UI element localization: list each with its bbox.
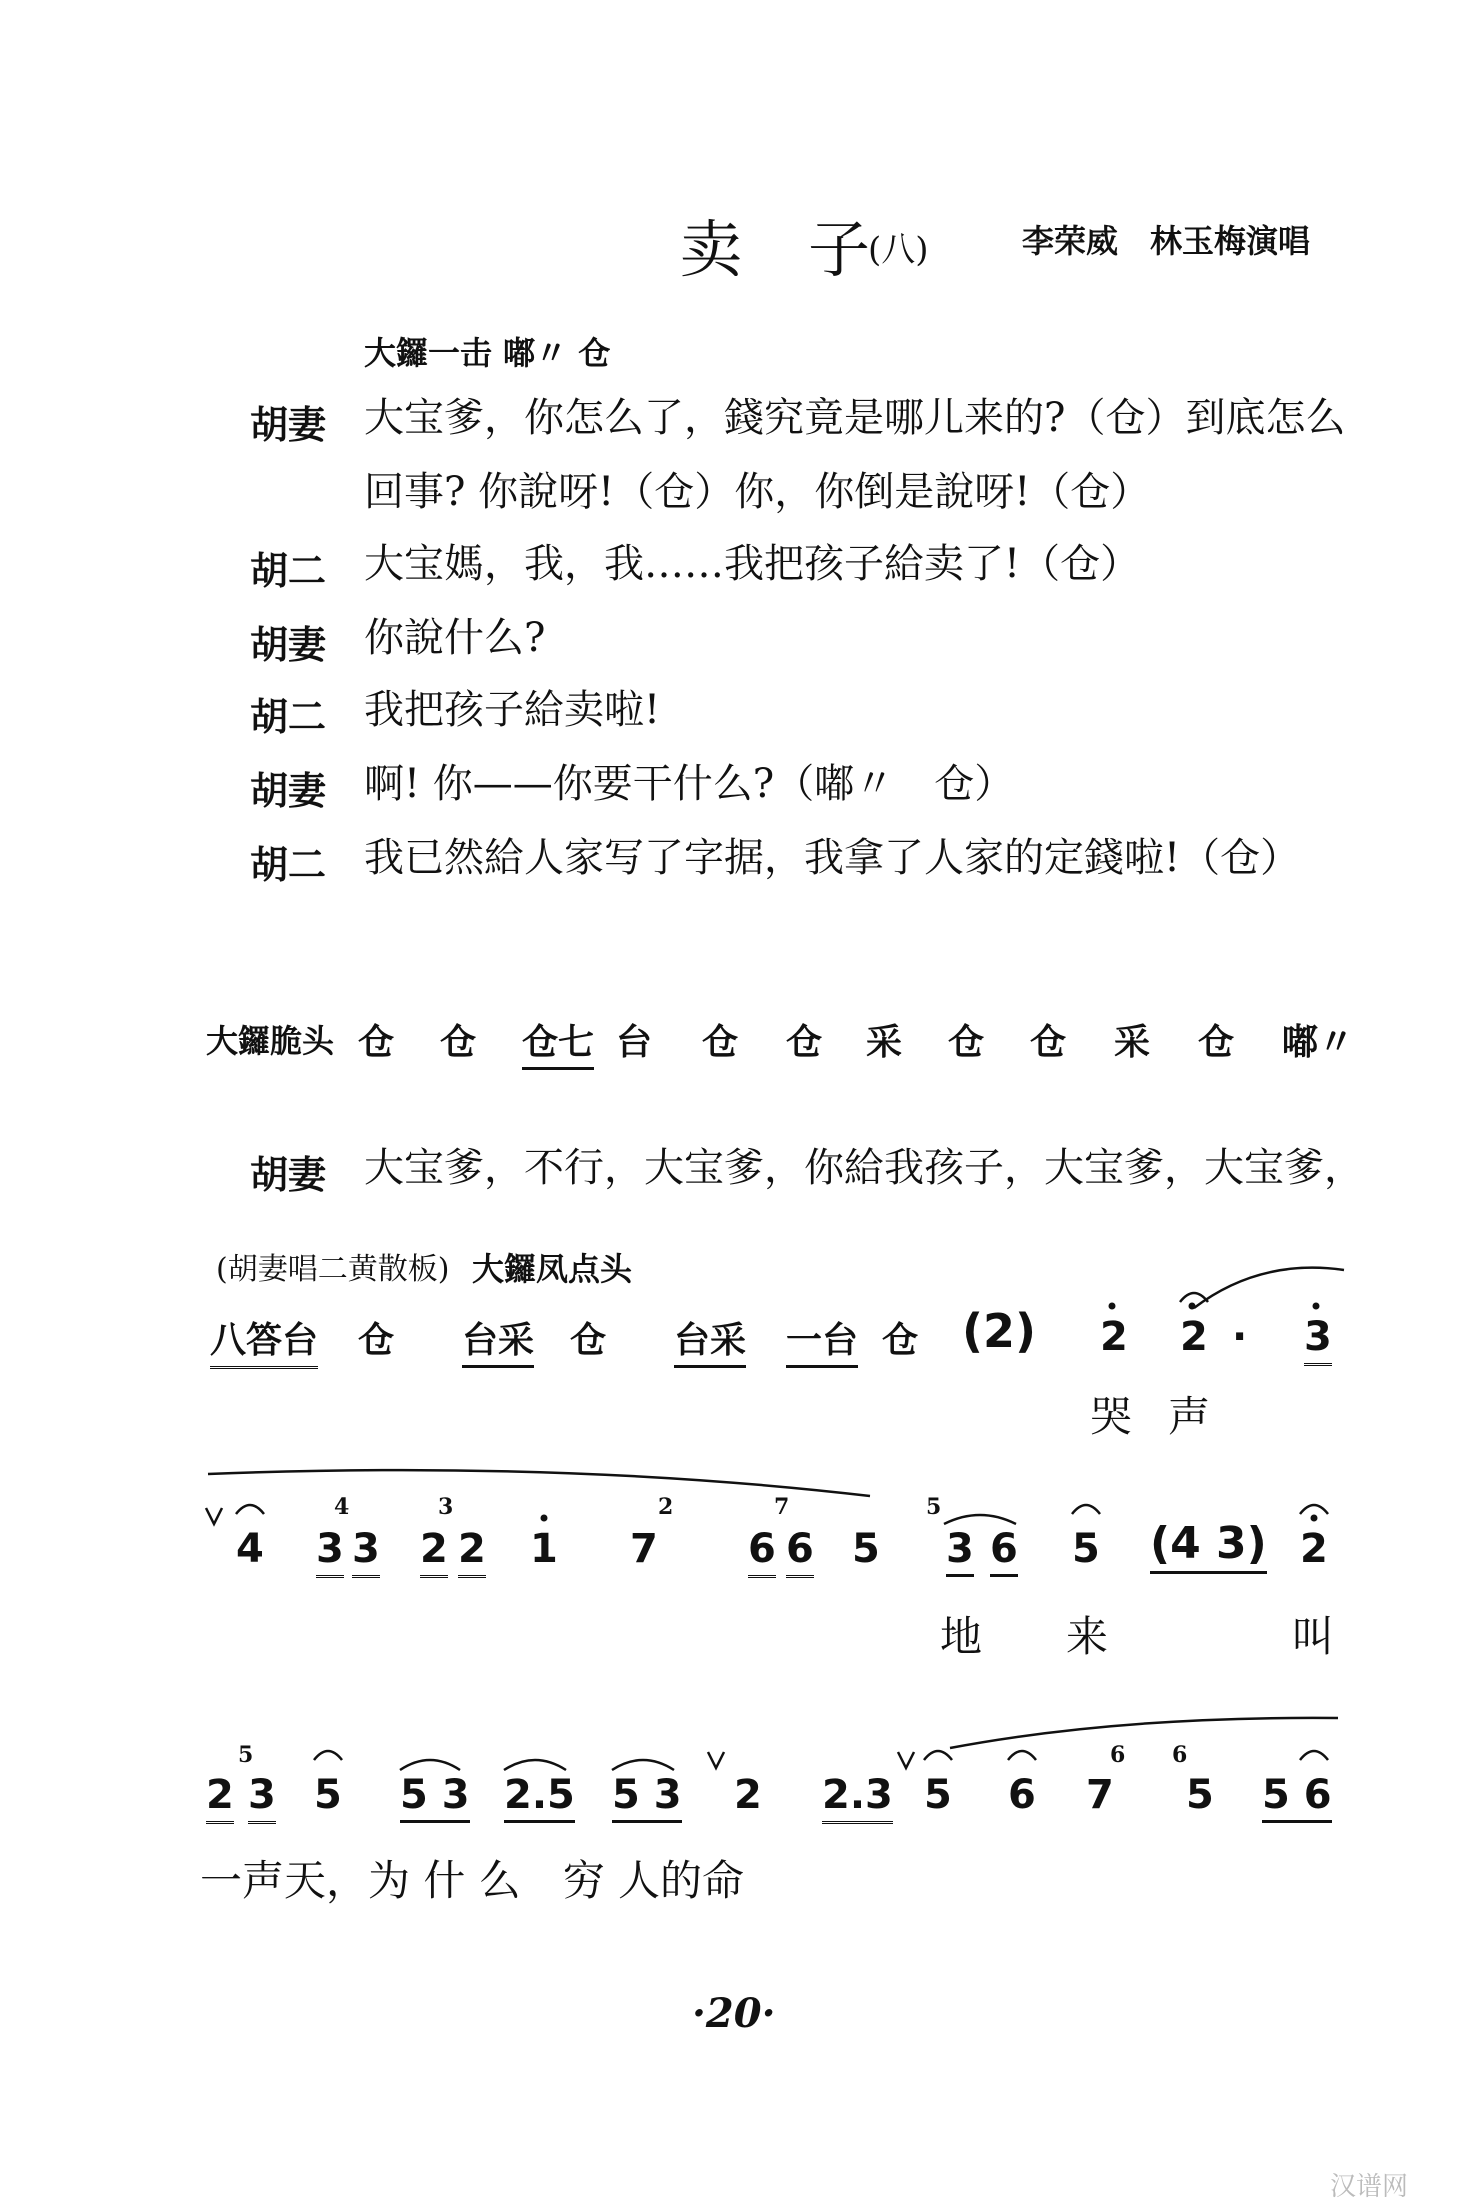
note: 6 [748,1526,776,1578]
dialogue-line: 大宝爹，你怎么了，錢究竟是哪儿来的?（仓）到底怎么 [364,395,1346,441]
grace-note: 2 [658,1494,674,1520]
octave-dot [1313,1303,1320,1310]
lyric: 地 [940,1612,983,1661]
lyric: 哭 [1090,1392,1133,1441]
note-group: 2.5 [504,1772,575,1823]
note: 2 [1180,1314,1208,1360]
dialogue-line: 回事? 你說呀!（仓）你，你倒是說呀!（仓） [364,469,1151,515]
percussion-syllable: 八答台 [210,1312,318,1369]
slur [504,1760,566,1770]
percussion-syllable: 仓 [358,1320,395,1361]
note: 5 [852,1526,880,1572]
note: 2 [420,1526,448,1578]
slur [612,1760,674,1770]
speaker-label: 胡妻 [250,1153,327,1197]
grace-note: 5 [926,1494,942,1520]
speaker-label: 胡二 [250,695,327,739]
note-group: (4 3) [1150,1518,1267,1574]
percussion-syllable: 仓 [1198,1022,1235,1063]
percussion-syllable: 仓 [358,1022,395,1063]
percussion-syllable: 台采 [462,1312,534,1368]
note: 3 [248,1772,276,1824]
dialogue-line: 啊! 你——你要干什么?（嘟〃 仓） [364,761,1015,807]
percussion-syllable: 仓 [786,1022,823,1063]
note-group: 2.3 [822,1772,893,1824]
note: 6 [1008,1772,1036,1818]
octave-dot [541,1515,548,1522]
fermata [1008,1751,1036,1760]
fermata [1300,1505,1328,1514]
speaker-label: 胡二 [250,549,327,593]
speaker-label: 胡妻 [250,403,327,447]
slur [1194,1268,1344,1308]
speaker-label: 胡妻 [250,769,327,813]
grace-note: 5 [238,1742,254,1768]
watermark-logo: 汉谱网 [1330,2172,1409,2202]
percussion-syllable: 仓七 [522,1014,594,1070]
dialogue-line: 我把孩子給卖啦! [364,687,661,733]
note: 2 [1100,1314,1128,1360]
lyric: 来 [1066,1612,1109,1661]
grace-note: 6 [1110,1742,1126,1768]
note: 2 [206,1772,234,1824]
piece-part: (八) [868,230,929,270]
note-group: 5 3 [612,1772,682,1823]
note: 7 [630,1526,658,1572]
percussion-syllable: 嘟〃 [1282,1022,1355,1063]
grace-note: 6 [1172,1742,1188,1768]
note: 4 [236,1526,264,1572]
fermata [924,1751,952,1760]
octave-dot [1311,1515,1318,1522]
grace-note: 4 [334,1494,350,1520]
note: 3 [1304,1314,1332,1366]
percussion-syllable: 仓 [570,1320,607,1361]
singing-cue: (胡妻唱二黄散板) [216,1252,450,1287]
octave-dot [1189,1303,1196,1310]
percussion-label: 大鑼脆头 [206,1022,335,1060]
note: 2 [458,1526,486,1578]
percussion-syllable: 采 [1114,1022,1151,1063]
slur [950,1718,1338,1748]
note: 2 [734,1772,762,1818]
breath-mark [708,1752,724,1768]
octave-dot [1109,1303,1116,1310]
lyric-line: 一声天，为 什 么 穷 人的命 [200,1856,745,1905]
note-paren: (2) [962,1304,1037,1358]
note: 5 [1186,1772,1214,1818]
slur [208,1470,870,1496]
dialogue-line: 我已然給人家写了字据，我拿了人家的定錢啦!（仓） [364,835,1301,881]
piece-title: 卖 子 [680,213,873,286]
lyric: 声 [1168,1392,1211,1441]
page-number: ·20· [692,1990,776,2037]
note-group: 5 6 [1262,1772,1332,1823]
note: 7 [1086,1772,1114,1818]
slur [944,1515,1016,1524]
note: 5 [1072,1526,1100,1572]
dialogue-line: 你說什么? [364,615,546,661]
note: 1 [530,1526,558,1572]
note: 5 [314,1772,342,1818]
dialogue-line: 大宝爹，不行，大宝爹，你給我孩子，大宝爹，大宝爹， [364,1145,1364,1191]
percussion-cue: 大鑼一击 嘟〃 仓 [364,334,611,372]
percussion-syllable: 仓 [440,1022,477,1063]
percussion-syllable: 采 [866,1022,903,1063]
note-dot: · [1232,1314,1248,1360]
fermata [236,1505,264,1514]
note: 3 [316,1526,344,1578]
note: 3 [946,1526,974,1577]
speaker-label: 胡二 [250,843,327,887]
percussion-syllable: 台 [616,1022,653,1063]
breath-mark [898,1752,914,1768]
percussion-syllable: 台采 [674,1312,746,1368]
performers-credit: 李荣威 林玉梅演唱 [1022,222,1311,260]
note: 2 [1300,1526,1328,1572]
percussion-syllable: 仓 [702,1022,739,1063]
fermata [314,1751,342,1760]
grace-note: 3 [438,1494,454,1520]
fermata [1300,1751,1328,1760]
lyric: 叫 [1292,1612,1335,1661]
percussion-syllable: 仓 [882,1320,919,1361]
slur [400,1760,460,1770]
note: 5 [924,1772,952,1818]
grace-note: 7 [774,1494,790,1520]
percussion-cue: 大鑼凤点头 [472,1250,633,1288]
note: 6 [990,1526,1018,1577]
dialogue-line: 大宝媽，我，我……我把孩子給卖了!（仓） [364,541,1141,587]
breath-mark [206,1508,222,1524]
percussion-syllable: 一台 [786,1312,858,1368]
percussion-syllable: 仓 [1030,1022,1067,1063]
speaker-label: 胡妻 [250,623,327,667]
note: 3 [352,1526,380,1578]
fermata [1072,1505,1100,1514]
note: 6 [786,1526,814,1578]
percussion-syllable: 仓 [948,1022,985,1063]
note-group: 5 3 [400,1772,470,1823]
